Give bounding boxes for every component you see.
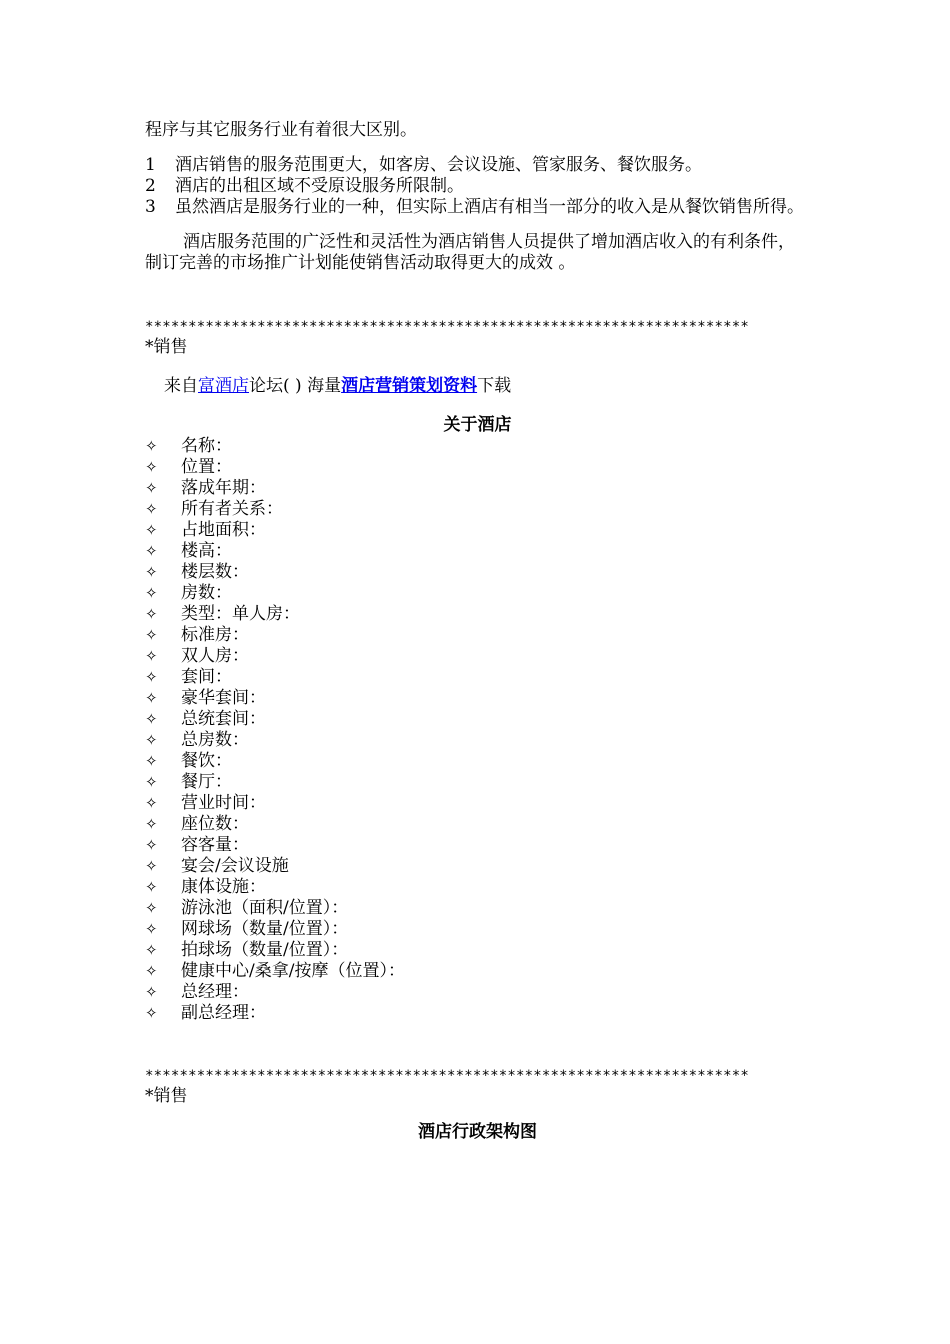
- section-title-about-hotel: 关于酒店: [443, 415, 512, 435]
- four-pointed-star-icon: ✧: [145, 458, 158, 476]
- hotel-info-label: 营业时间：: [181, 793, 266, 813]
- four-pointed-star-icon: ✧: [145, 1004, 158, 1022]
- numbered-list: [145, 155, 810, 218]
- hotel-info-item: [145, 625, 810, 646]
- hotel-info-item: [145, 793, 810, 814]
- four-pointed-star-icon: ✧: [145, 479, 158, 497]
- separator-tail: *销售: [145, 337, 188, 357]
- hotel-info-label: 总统套间：: [181, 709, 266, 729]
- hotel-info-item: [145, 730, 810, 751]
- four-pointed-star-icon: ✧: [145, 815, 158, 833]
- four-pointed-star-icon: ✧: [145, 941, 158, 959]
- hotel-info-item: [145, 751, 810, 772]
- four-pointed-star-icon: ✧: [145, 836, 158, 854]
- item-number: 1: [145, 155, 156, 175]
- four-pointed-star-icon: ✧: [145, 983, 158, 1001]
- four-pointed-star-icon: ✧: [145, 689, 158, 707]
- hotel-info-label: 游泳池（面积/位置）：: [181, 898, 349, 918]
- hotel-info-label: 座位数：: [181, 814, 249, 834]
- separator-line-2: **********************************************************************: [145, 1068, 750, 1084]
- numbered-item: [145, 155, 810, 176]
- hotel-info-item: [145, 835, 810, 856]
- numbered-item: [145, 197, 810, 218]
- item-text: 酒店的出租区域不受原设服务所限制。: [175, 176, 464, 196]
- intro-text: 程序与其它服务行业有着很大区别。: [145, 120, 417, 140]
- hotel-info-item: [145, 940, 810, 961]
- hotel-info-label: 占地面积：: [181, 520, 266, 540]
- hotel-info-item: [145, 583, 810, 604]
- hotel-info-item: [145, 898, 810, 919]
- four-pointed-star-icon: ✧: [145, 584, 158, 602]
- source-prefix: 来自: [164, 376, 198, 396]
- hotel-info-item: [145, 772, 810, 793]
- document-page: [145, 120, 810, 1143]
- hotel-info-label: 类型：单人房：: [181, 604, 300, 624]
- hotel-info-label: 房数：: [181, 583, 232, 603]
- hotel-info-label: 豪华套间：: [181, 688, 266, 708]
- hotel-info-item: [145, 814, 810, 835]
- hotel-info-item: [145, 961, 810, 982]
- hotel-info-label: 康体设施：: [181, 877, 266, 897]
- separator-line: **********************************************************************: [145, 319, 750, 335]
- hotel-info-item: [145, 856, 810, 877]
- section-title-org-chart: 酒店行政架构图: [418, 1122, 537, 1142]
- hotel-info-item: [145, 457, 810, 478]
- body-paragraph: 酒店服务范围的广泛性和灵活性为酒店销售人员提供了增加酒店收入的有利条件，制订完善的市场推广计划能使销售活动取得更大的成效 。: [145, 232, 795, 273]
- four-pointed-star-icon: ✧: [145, 920, 158, 938]
- four-pointed-star-icon: ✧: [145, 773, 158, 791]
- item-number: 2: [145, 176, 156, 196]
- four-pointed-star-icon: ✧: [145, 500, 158, 518]
- hotel-info-label: 楼高：: [181, 541, 232, 561]
- hotel-info-label: 楼层数：: [181, 562, 249, 582]
- four-pointed-star-icon: ✧: [145, 899, 158, 917]
- hotel-info-item: [145, 499, 810, 520]
- four-pointed-star-icon: ✧: [145, 794, 158, 812]
- hotel-info-item: [145, 646, 810, 667]
- hotel-info-label: 套间：: [181, 667, 232, 687]
- hotel-info-label: 总经理：: [181, 982, 249, 1002]
- four-pointed-star-icon: ✧: [145, 752, 158, 770]
- hotel-info-label: 容客量：: [181, 835, 249, 855]
- four-pointed-star-icon: ✧: [145, 605, 158, 623]
- hotel-info-item: [145, 562, 810, 583]
- hotel-info-item: [145, 667, 810, 688]
- hotel-info-label: 健康中心/桑拿/按摩（位置）：: [181, 961, 405, 981]
- hotel-info-label: 餐厅：: [181, 772, 232, 792]
- hotel-info-label: 所有者关系：: [181, 499, 283, 519]
- hotel-info-label: 餐饮：: [181, 751, 232, 771]
- four-pointed-star-icon: ✧: [145, 437, 158, 455]
- hotel-info-label: 位置：: [181, 457, 232, 477]
- hotel-info-item: [145, 709, 810, 730]
- four-pointed-star-icon: ✧: [145, 857, 158, 875]
- item-text: 虽然酒店是服务行业的一种，但实际上酒店有相当一部分的收入是从餐饮销售所得。: [175, 197, 804, 217]
- hotel-info-label: 宴会/会议设施: [181, 856, 289, 876]
- hotel-info-item: [145, 688, 810, 709]
- item-number: 3: [145, 197, 156, 217]
- four-pointed-star-icon: ✧: [145, 563, 158, 581]
- hotel-info-item: [145, 877, 810, 898]
- four-pointed-star-icon: ✧: [145, 710, 158, 728]
- hotel-info-item: [145, 919, 810, 940]
- hotel-info-item: [145, 1003, 810, 1024]
- separator-tail-2: *销售: [145, 1086, 188, 1106]
- source-line: [164, 376, 810, 397]
- hotel-info-label: 总房数：: [181, 730, 249, 750]
- four-pointed-star-icon: ✧: [145, 626, 158, 644]
- hotel-info-item: [145, 604, 810, 625]
- hotel-info-item: [145, 541, 810, 562]
- hotel-info-label: 拍球场（数量/位置）：: [181, 940, 349, 960]
- hotel-info-item: [145, 520, 810, 541]
- hotel-info-item: [145, 436, 810, 457]
- four-pointed-star-icon: ✧: [145, 521, 158, 539]
- four-pointed-star-icon: ✧: [145, 878, 158, 896]
- hotel-info-label: 网球场（数量/位置）：: [181, 919, 349, 939]
- source-middle: 论坛( ) 海量: [249, 376, 342, 396]
- four-pointed-star-icon: ✧: [145, 668, 158, 686]
- hotel-info-item: [145, 982, 810, 1003]
- materials-link[interactable]: 酒店营销策划资料: [341, 376, 478, 396]
- hotel-info-label: 名称：: [181, 436, 232, 456]
- item-text: 酒店销售的服务范围更大，如客房、会议设施、管家服务、餐饮服务。: [175, 155, 702, 175]
- four-pointed-star-icon: ✧: [145, 731, 158, 749]
- hotel-info-label: 双人房：: [181, 646, 249, 666]
- hotel-info-list: [145, 436, 810, 1024]
- source-suffix: 下载: [477, 376, 512, 396]
- hotel-info-item: [145, 478, 810, 499]
- forum-link[interactable]: 富酒店: [198, 376, 249, 396]
- hotel-info-label: 副总经理：: [181, 1003, 266, 1023]
- hotel-info-label: 标准房：: [181, 625, 249, 645]
- numbered-item: [145, 176, 810, 197]
- four-pointed-star-icon: ✧: [145, 962, 158, 980]
- four-pointed-star-icon: ✧: [145, 542, 158, 560]
- four-pointed-star-icon: ✧: [145, 647, 158, 665]
- hotel-info-label: 落成年期：: [181, 478, 266, 498]
